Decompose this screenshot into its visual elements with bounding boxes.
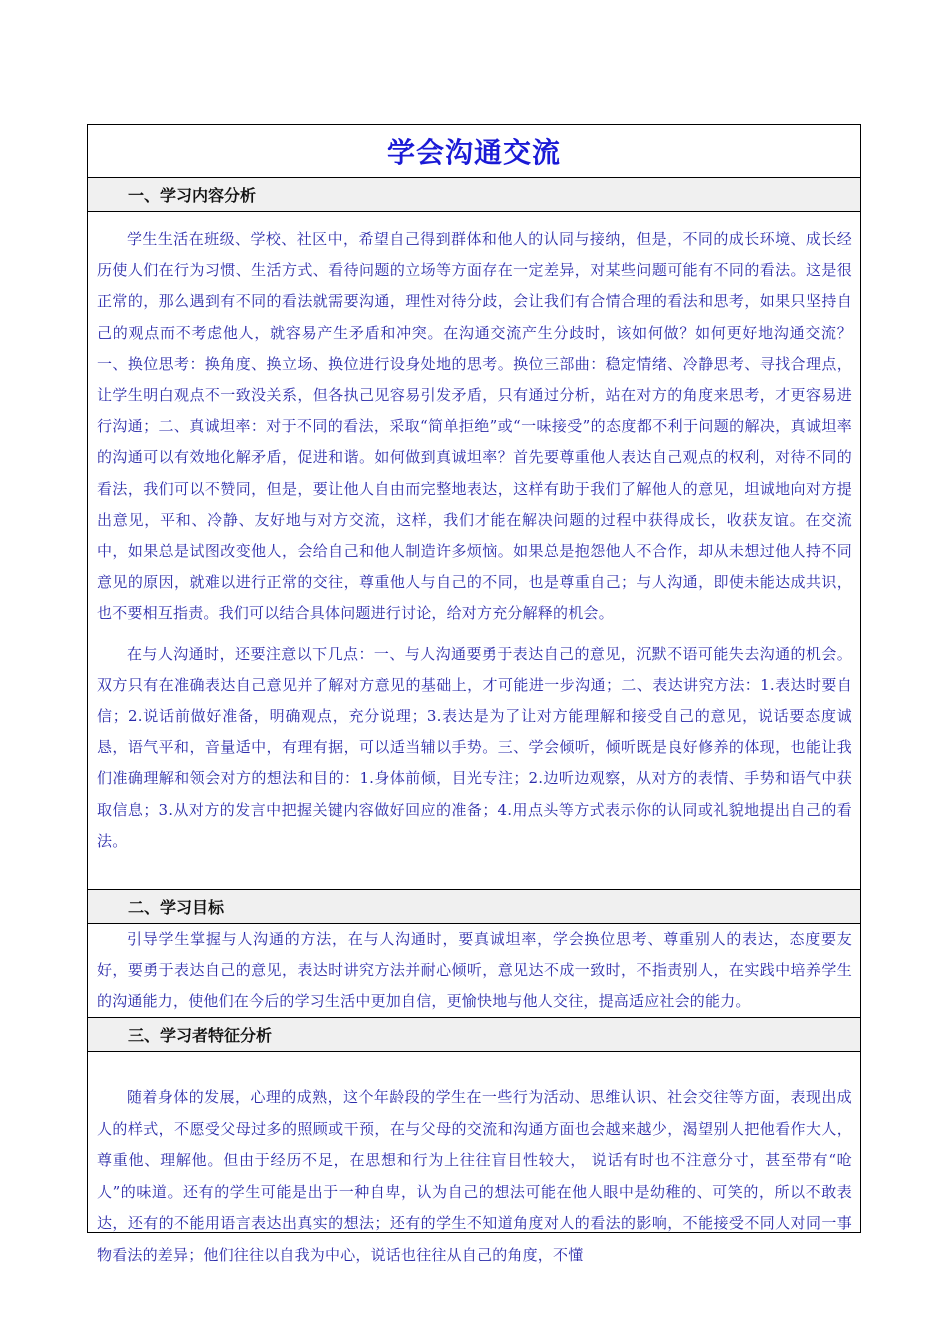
section-heading-label: 二、学习目标: [128, 898, 225, 917]
section-body-learner-analysis: [88, 1052, 860, 1264]
document-title: 学会沟通交流: [386, 136, 561, 169]
section-heading-content-analysis: [88, 178, 860, 212]
paragraph: 引导学生掌握与人沟通的方法，在与人沟通时，要真诚坦率，学会换位思考、尊重别人的表达，态度要友好，要勇于表达自己的意见，表达时讲究方法并耐心倾听，意见达不成一致时，不指责别人，在实践中培养学生的沟通能力，使他们在今后的学习生活中更加自信，更愉快地与他人交往，提高适应社会的能力。: [97, 930, 852, 1011]
lesson-plan-table: [87, 124, 861, 1264]
section-body-learning-goals: [88, 924, 860, 1018]
section-heading-label: 一、学习内容分析: [128, 186, 257, 205]
section-heading-label: 三、学习者特征分析: [128, 1026, 273, 1045]
title-row: [88, 125, 860, 178]
section-heading-learning-goals: [88, 890, 860, 924]
section-heading-learner-analysis: [88, 1018, 860, 1052]
paragraph: 随着身体的发展，心理的成熟，这个年龄段的学生在一些行为活动、思维认识、社会交往等方面，表现出成人的样式，不愿受父母过多的照顾或干预，在与父母的交流和沟通方面也会越来越少，渴望别人把他看作大人，尊重他、理解他。但由于经历不足，在思想和行为上往往盲目性较大， 说话有时也不注意分寸，甚至带有“呛人”的味道。还有的学生可能是出于一种自卑，认为自己的想法可能在他人眼中是幼稚的、可笑的，所以不敢表达，还有的不能用语言表达出真实的想法；还有的学生不知道角度对人的看法的影响，不能接受不同人对同一事物看法的差异；他们往往以自我为中心，说话也往往从自己的角度，不懂: [97, 1088, 852, 1264]
paragraph: 在与人沟通时，还要注意以下几点：一、与人沟通要勇于表达自己的意见，沉默不语可能失去沟通的机会。双方只有在准确表达自己意见并了解对方意见的基础上，才可能进一步沟通；二、表达讲究方法：1.表达时要自信；2.说话前做好准备，明确观点，充分说理；3.表达是为了让对方能理解和接受自己的意见，说话要态度诚恳，语气平和，音量适中，有理有据，可以适当辅以手势。三、学会倾听，倾听既是良好修养的体现，也能让我们准确理解和领会对方的想法和目的：1.身体前倾，目光专注；2.边听边观察，从对方的表情、手势和语气中获取信息；3.从对方的发言中把握关键内容做好回应的准备；4.用点头等方式表示你的认同或礼貌地提出自己的看法。: [97, 644, 852, 850]
section-body-content-analysis: [88, 212, 860, 890]
paragraph: 学生生活在班级、学校、社区中，希望自己得到群体和他人的认同与接纳，但是，不同的成长环境、成长经历使人们在行为习惯、生活方式、看待问题的立场等方面存在一定差异，对某些问题可能有不同的看法。这是很正常的，那么遇到有不同的看法就需要沟通，理性对待分歧，会让我们有合情合理的看法和思考，如果只坚持自己的观点而不考虑他人，就容易产生矛盾和冲突。在沟通交流产生分歧时，该如何做？如何更好地沟通交流？一、换位思考：换角度、换立场、换位进行设身处地的思考。换位三部曲：稳定情绪、冷静思考、寻找合理点，让学生明白观点不一致没关系，但各执己见容易引发矛盾，只有通过分析，站在对方的角度来思考，才更容易进行沟通；二、真诚坦率：对于不同的看法，采取“简单拒绝”或“一味接受”的态度都不利于问题的解决，真诚坦率的沟通可以有效地化解矛盾，促进和谐。如何做到真诚坦率？首先要尊重他人表达自己观点的权利，对待不同的看法，我们可以不赞同，但是，要让他人自由而完整地表达，这样有助于我们了解他人的意见，坦诚地向对方提出意见，平和、冷静、友好地与对方交流，这样，我们才能在解决问题的过程中获得成长，收获友谊。在交流中，如果总是试图改变他人，会给自己和他人制造许多烦恼。如果总是抱怨他人不合作，却从未想过他人持不同意见的原因，就难以进行正常的交往，尊重他人与自己的不同，也是尊重自己；与人沟通，即使未能达成共识，也不要相互指责。我们可以结合具体问题进行讨论，给对方充分解释的机会。: [97, 230, 852, 623]
